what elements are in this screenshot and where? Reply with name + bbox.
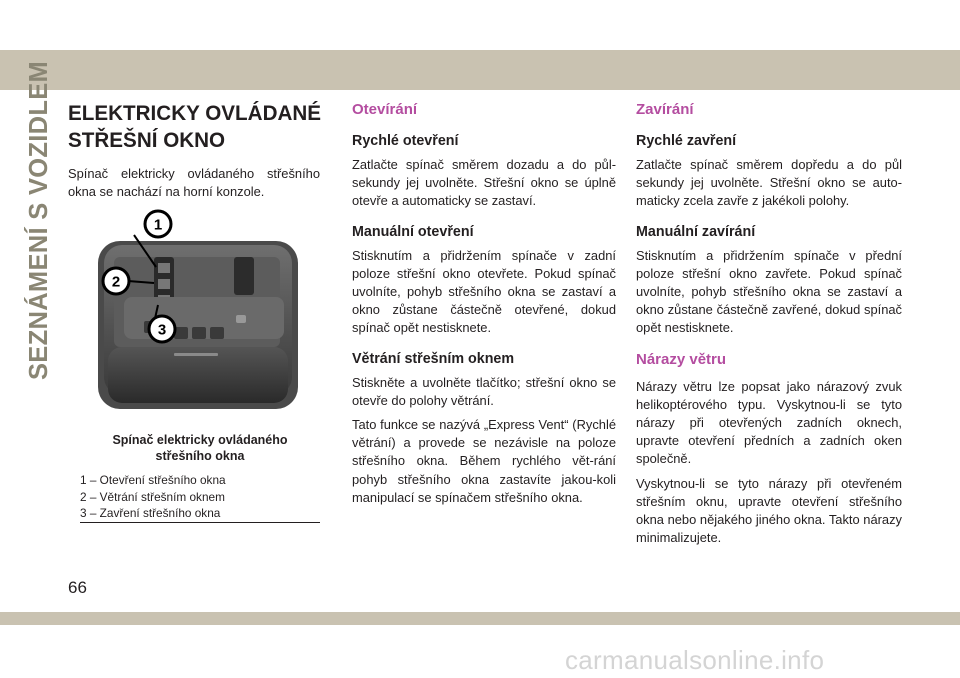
- bottom-band: [0, 612, 960, 625]
- section-title-wind-buffeting: Nárazy větru: [636, 350, 727, 368]
- watermark: carmanualsonline.info: [565, 645, 825, 675]
- page-title-line2: STŘEŠNÍ OKNO: [68, 128, 226, 152]
- legend-item: 2 – Větrání střešním oknem: [80, 489, 225, 504]
- side-section-title: SEZNÁMENÍ S VOZIDLEM: [25, 60, 53, 380]
- page-title-line1: ELEKTRICKY OVLÁDANÉ: [68, 101, 322, 125]
- figure-legend: [80, 472, 320, 522]
- paragraph-wind-2: Vyskytnou-li se tyto nárazy při otevřeném střešním oknu, upravte otevření střešního okna nebo nějakého jiného okna. Takto nárazy minimalizujete.: [636, 475, 902, 546]
- column-right: [636, 100, 902, 553]
- sunroof-switch-figure: [84, 205, 316, 427]
- figure-caption: [80, 432, 320, 464]
- section-title-closing: Zavírání: [636, 101, 694, 118]
- figure-caption-line1: Spínač elektricky ovládaného: [112, 433, 288, 447]
- top-band: [0, 50, 960, 90]
- callout-3: 3: [157, 321, 167, 339]
- page-number: 66: [68, 578, 87, 597]
- subheading-manual-open: Manuální otevření: [352, 223, 474, 240]
- legend-item: 3 – Zavření střešního okna: [80, 506, 221, 520]
- callout-1: 1: [153, 216, 163, 234]
- subheading-quick-open: Rychlé otevření: [352, 133, 459, 149]
- paragraph-quick-close: Zatlačte spínač směrem dopředu a do půl sekundy jej uvolněte. Střešní okno se auto-maticky zcela zavře z jakékoli polohy.: [636, 157, 902, 209]
- paragraph-wind-1: Nárazy větru lze popsat jako nárazový zvuk helikoptérového typu. Vyskytnou-li se tyto nárazy při otevřených zadních oknech, upravte otevření předních a zadních oken společně.: [636, 378, 902, 467]
- paragraph-vent-1: Stiskněte a uvolněte tlačítko; střešní okno se otevře do polohy větrání.: [352, 374, 616, 408]
- intro-paragraph: Spínač elektricky ovládaného střešního okna se nachází na horní konzole.: [68, 166, 320, 200]
- overhead-console-illustration: [84, 205, 316, 427]
- subheading-quick-close: Rychlé zavření: [636, 133, 737, 149]
- legend-item: 1 – Otevření střešního okna: [80, 473, 226, 487]
- paragraph-quick-open: Zatlačte spínač směrem dozadu a do půl-sekundy jej uvolněte. Střešní okno se úplně otevře a automaticky se zastaví.: [352, 157, 616, 209]
- paragraph-manual-open: Stisknutím a přidržením spínače v zadní poloze střešní okno otevřete. Pokud spínač uvolníte, pohyb střešního okna se zastaví a okno zůstane částečně otevřené, dokud spínač opět nestisknete.: [352, 247, 616, 336]
- subheading-manual-close: Manuální zavírání: [636, 223, 756, 240]
- section-title-opening: Otevírání: [352, 101, 418, 118]
- callout-2: 2: [111, 273, 121, 291]
- figure-caption-line2: střešního okna: [155, 449, 245, 463]
- subheading-vent: Větrání střešním oknem: [352, 350, 515, 367]
- paragraph-vent-2: Tato funkce se nazývá „Express Vent“ (Rychlé větrání) a provede se nezávisle na poloze střešního okna. Během rychlého vět-rání pohyb střešního okna zastavíte jakou-koli manipulací se spínačem střešního okna.: [352, 417, 616, 505]
- column-left: [68, 100, 320, 207]
- paragraph-manual-close: Stisknutím a přidržením spínače v přední poloze střešní okno zavřete. Pokud spínač uvolníte, pohyb střešního okna se zastaví a okno zůstane částečně zavřené, dokud spínač opět nestisknete.: [636, 247, 902, 336]
- legend-divider: [80, 522, 320, 523]
- column-middle: [352, 100, 616, 513]
